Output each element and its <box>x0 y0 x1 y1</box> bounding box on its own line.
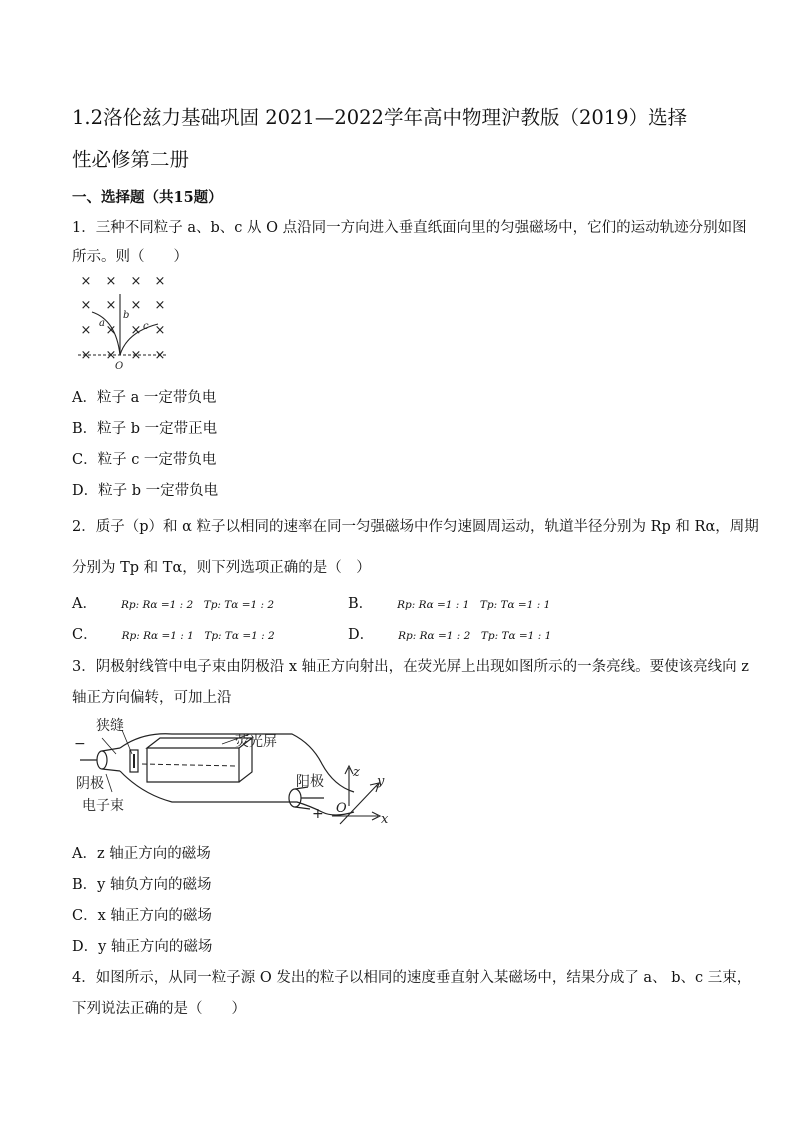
q1-stem-line1: 1．三种不同粒子 a、b、c 从 O 点沿同一方向进入垂直纸面向里的匀强磁场中，它们的运动轨迹分别如图 <box>72 220 747 236</box>
field-cross: × <box>130 348 142 363</box>
q2-option-c <box>72 623 275 644</box>
field-cross: × <box>130 298 142 313</box>
q1-option-c: C．粒子 c 一定带负电 <box>72 452 217 468</box>
q1-option-d: D．粒子 b 一定带负电 <box>72 483 219 499</box>
option-label: A． <box>72 596 97 612</box>
q1-option-a: A．粒子 a 一定带负电 <box>72 390 217 406</box>
q3-stem-line2: 轴正方向偏转，可加上沿 <box>72 690 232 706</box>
label-b: b <box>123 310 130 321</box>
electron-beam-label: 电子束 <box>82 798 124 814</box>
option-formula: Rp: Rα =1 : 1 Tp: Tα =1 : 1 <box>397 599 551 611</box>
field-cross: × <box>130 323 142 338</box>
field-cross: × <box>80 323 92 338</box>
q1-stem-line2: 所示。则（ ） <box>72 249 188 265</box>
field-cross: × <box>80 298 92 313</box>
option-label: B． <box>348 596 374 612</box>
field-cross: × <box>154 274 166 289</box>
q2-stem-line1: 2．质子（p）和 α 粒子以相同的速率在同一匀强磁场中作匀速圆周运动，轨道半径分别为 Rp 和 Rα，周期 <box>72 519 759 535</box>
cathode-sign: − <box>74 736 86 752</box>
q3-option-c: C．x 轴正方向的磁场 <box>72 908 212 924</box>
section-heading: 一、选择题（共15题） <box>72 189 223 206</box>
field-cross: × <box>105 323 117 338</box>
q3-option-b: B．y 轴负方向的磁场 <box>72 877 212 893</box>
q3-stem-line1: 3．阴极射线管中电子束由阴极沿 x 轴正方向射出，在荧光屏上出现如图所示的一条亮线。要使该亮线向 z <box>72 659 749 675</box>
electron-beam-path <box>142 764 237 766</box>
option-formula: Rp: Rα =1 : 2 Tp: Tα =1 : 2 <box>120 599 275 611</box>
q2-option-d <box>348 623 551 644</box>
anode-label: 阳极 <box>296 774 324 790</box>
option-label: D． <box>348 627 375 643</box>
origin-label: O <box>336 801 347 816</box>
label-a: a <box>99 318 105 329</box>
field-cross: × <box>105 274 117 289</box>
document-title-line2: 性必修第二册 <box>72 148 190 171</box>
q1-option-b: B．粒子 b 一定带正电 <box>72 421 218 437</box>
q2-option-b <box>348 592 550 613</box>
field-cross: × <box>154 323 166 338</box>
q4-stem-line1: 4．如图所示，从同一粒子源 O 发出的粒子以相同的速度垂直射入某磁场中，结果分成了 a、 b、c 三束， <box>72 970 752 986</box>
axis-x-label: x <box>381 812 389 826</box>
axis-y-label: y <box>377 774 385 789</box>
cathode-label: 阴极 <box>76 776 104 792</box>
q3-cathode-ray-tube-figure <box>72 714 402 826</box>
option-formula: Rp: Rα =1 : 2 Tp: Tα =1 : 1 <box>398 630 552 642</box>
label-c: c <box>143 321 149 332</box>
q3-option-d: D．y 轴正方向的磁场 <box>72 939 213 955</box>
q3-option-a: A．z 轴正方向的磁场 <box>72 846 211 862</box>
field-cross: × <box>154 348 166 363</box>
q4-stem-line2: 下列说法正确的是（ ） <box>72 1001 246 1017</box>
q2-option-a <box>72 592 274 613</box>
q2-stem-line2: 分别为 Tp 和 Tα，则下列选项正确的是（ ） <box>72 560 371 576</box>
q1-magnetic-field-figure <box>72 268 182 372</box>
field-cross: × <box>105 348 117 363</box>
option-label: C． <box>72 627 98 643</box>
axis-z-label: z <box>353 765 360 780</box>
screen-label: 荧光屏 <box>235 734 277 750</box>
anode-sign: + <box>312 806 324 822</box>
field-cross: × <box>80 348 92 363</box>
document-title-line1: 1.2洛伦兹力基础巩固 2021—2022学年高中物理沪教版（2019）选择 <box>72 106 688 129</box>
field-cross: × <box>105 298 117 313</box>
slit-label: 狭缝 <box>96 718 124 734</box>
field-cross: × <box>130 274 142 289</box>
label-o: O <box>115 361 124 372</box>
option-formula: Rp: Rα =1 : 1 Tp: Tα =1 : 2 <box>121 630 275 642</box>
field-cross: × <box>80 274 92 289</box>
field-cross: × <box>154 298 166 313</box>
